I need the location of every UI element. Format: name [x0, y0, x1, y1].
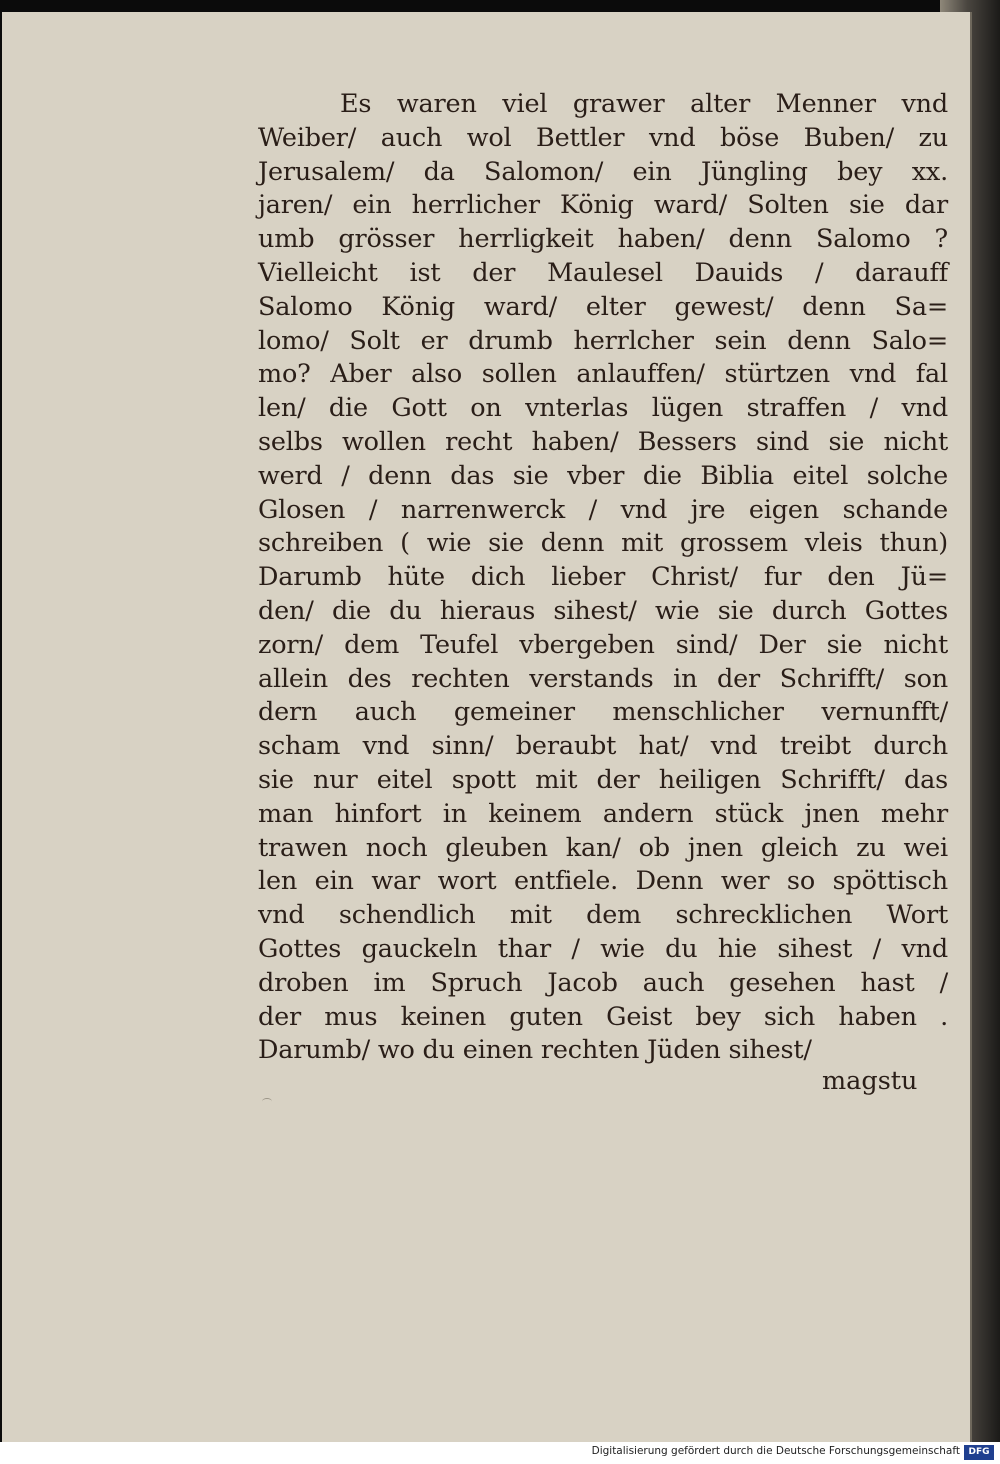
text-line: man hinfort in keinem andern stück jnen mehr — [258, 798, 948, 829]
text-line: dern auch gemeiner menschlicher vernunfft/ — [258, 697, 948, 728]
text-line: den/ die du hieraus sihest/ wie sie durch Gottes — [258, 595, 948, 626]
body-text — [258, 88, 948, 1068]
footer-bar — [0, 1442, 1000, 1464]
text-line: droben im Spruch Jacob auch gesehen hast / — [258, 967, 948, 998]
text-line: allein des rechten verstands in der Schrifft/ son — [258, 663, 948, 694]
text-line: Vielleicht ist der Maulesel Dauids / darauff — [258, 257, 948, 288]
text-line: scham vnd sinn/ beraubt hat/ vnd treibt durch — [258, 731, 948, 762]
text-line: len/ die Gott on vnterlas lügen straffen / vnd — [258, 393, 948, 424]
text-line: Glosen / narrenwerck / vnd jre eigen schande — [258, 494, 948, 525]
text-line: Es waren viel grawer alter Menner vnd — [340, 89, 948, 119]
text-line: vnd schendlich mit dem schrecklichen Wort — [258, 900, 948, 931]
text-line: Gottes gauckeln thar / wie du hie sihest / vnd — [258, 933, 948, 964]
text-line: trawen noch gleuben kan/ ob jnen gleich zu wei — [258, 832, 948, 863]
text-line: selbs wollen recht haben/ Bessers sind sie nicht — [258, 426, 948, 457]
text-line: Weiber/ auch wol Bettler vnd böse Buben/ zu — [258, 122, 948, 153]
text-line: Darumb/ wo du einen rechten Jüden sihest/ — [258, 1035, 812, 1066]
text-line: umb grösser herrligkeit haben/ denn Salomo ? — [258, 224, 948, 255]
paper-mark — [262, 1098, 272, 1105]
text-line: mo? Aber also sollen anlauffen/ stürtzen vnd fal — [258, 359, 948, 390]
text-line: der mus keinen guten Geist bey sich haben . — [258, 1001, 948, 1032]
funding-credit: Digitalisierung gefördert durch die Deutsche Forschungsgemeinschaft — [591, 1445, 960, 1457]
text-line: schreiben ( wie sie denn mit grossem vleis thun) — [258, 528, 948, 559]
text-line: Salomo König ward/ elter gewest/ denn Sa= — [258, 291, 948, 322]
text-line: Jerusalem/ da Salomon/ ein Jüngling bey xx. — [258, 156, 948, 187]
text-line: jaren/ ein herrlicher König ward/ Solten sie dar — [258, 190, 948, 221]
text-line: lomo/ Solt er drumb herrlcher sein denn Salo= — [258, 325, 948, 356]
text-line: sie nur eitel spott mit der heiligen Schrifft/ das — [258, 764, 948, 795]
text-line: Darumb hüte dich lieber Christ/ fur den Jü= — [258, 562, 948, 593]
text-line: len ein war wort entfiele. Denn wer so spöttisch — [258, 866, 948, 897]
text-line: werd / denn das sie vber die Biblia eitel solche — [258, 460, 948, 491]
catchword: magstu — [822, 1066, 918, 1096]
dfg-logo: DFG — [964, 1445, 994, 1460]
text-line: zorn/ dem Teufel vbergeben sind/ Der sie nicht — [258, 629, 948, 660]
